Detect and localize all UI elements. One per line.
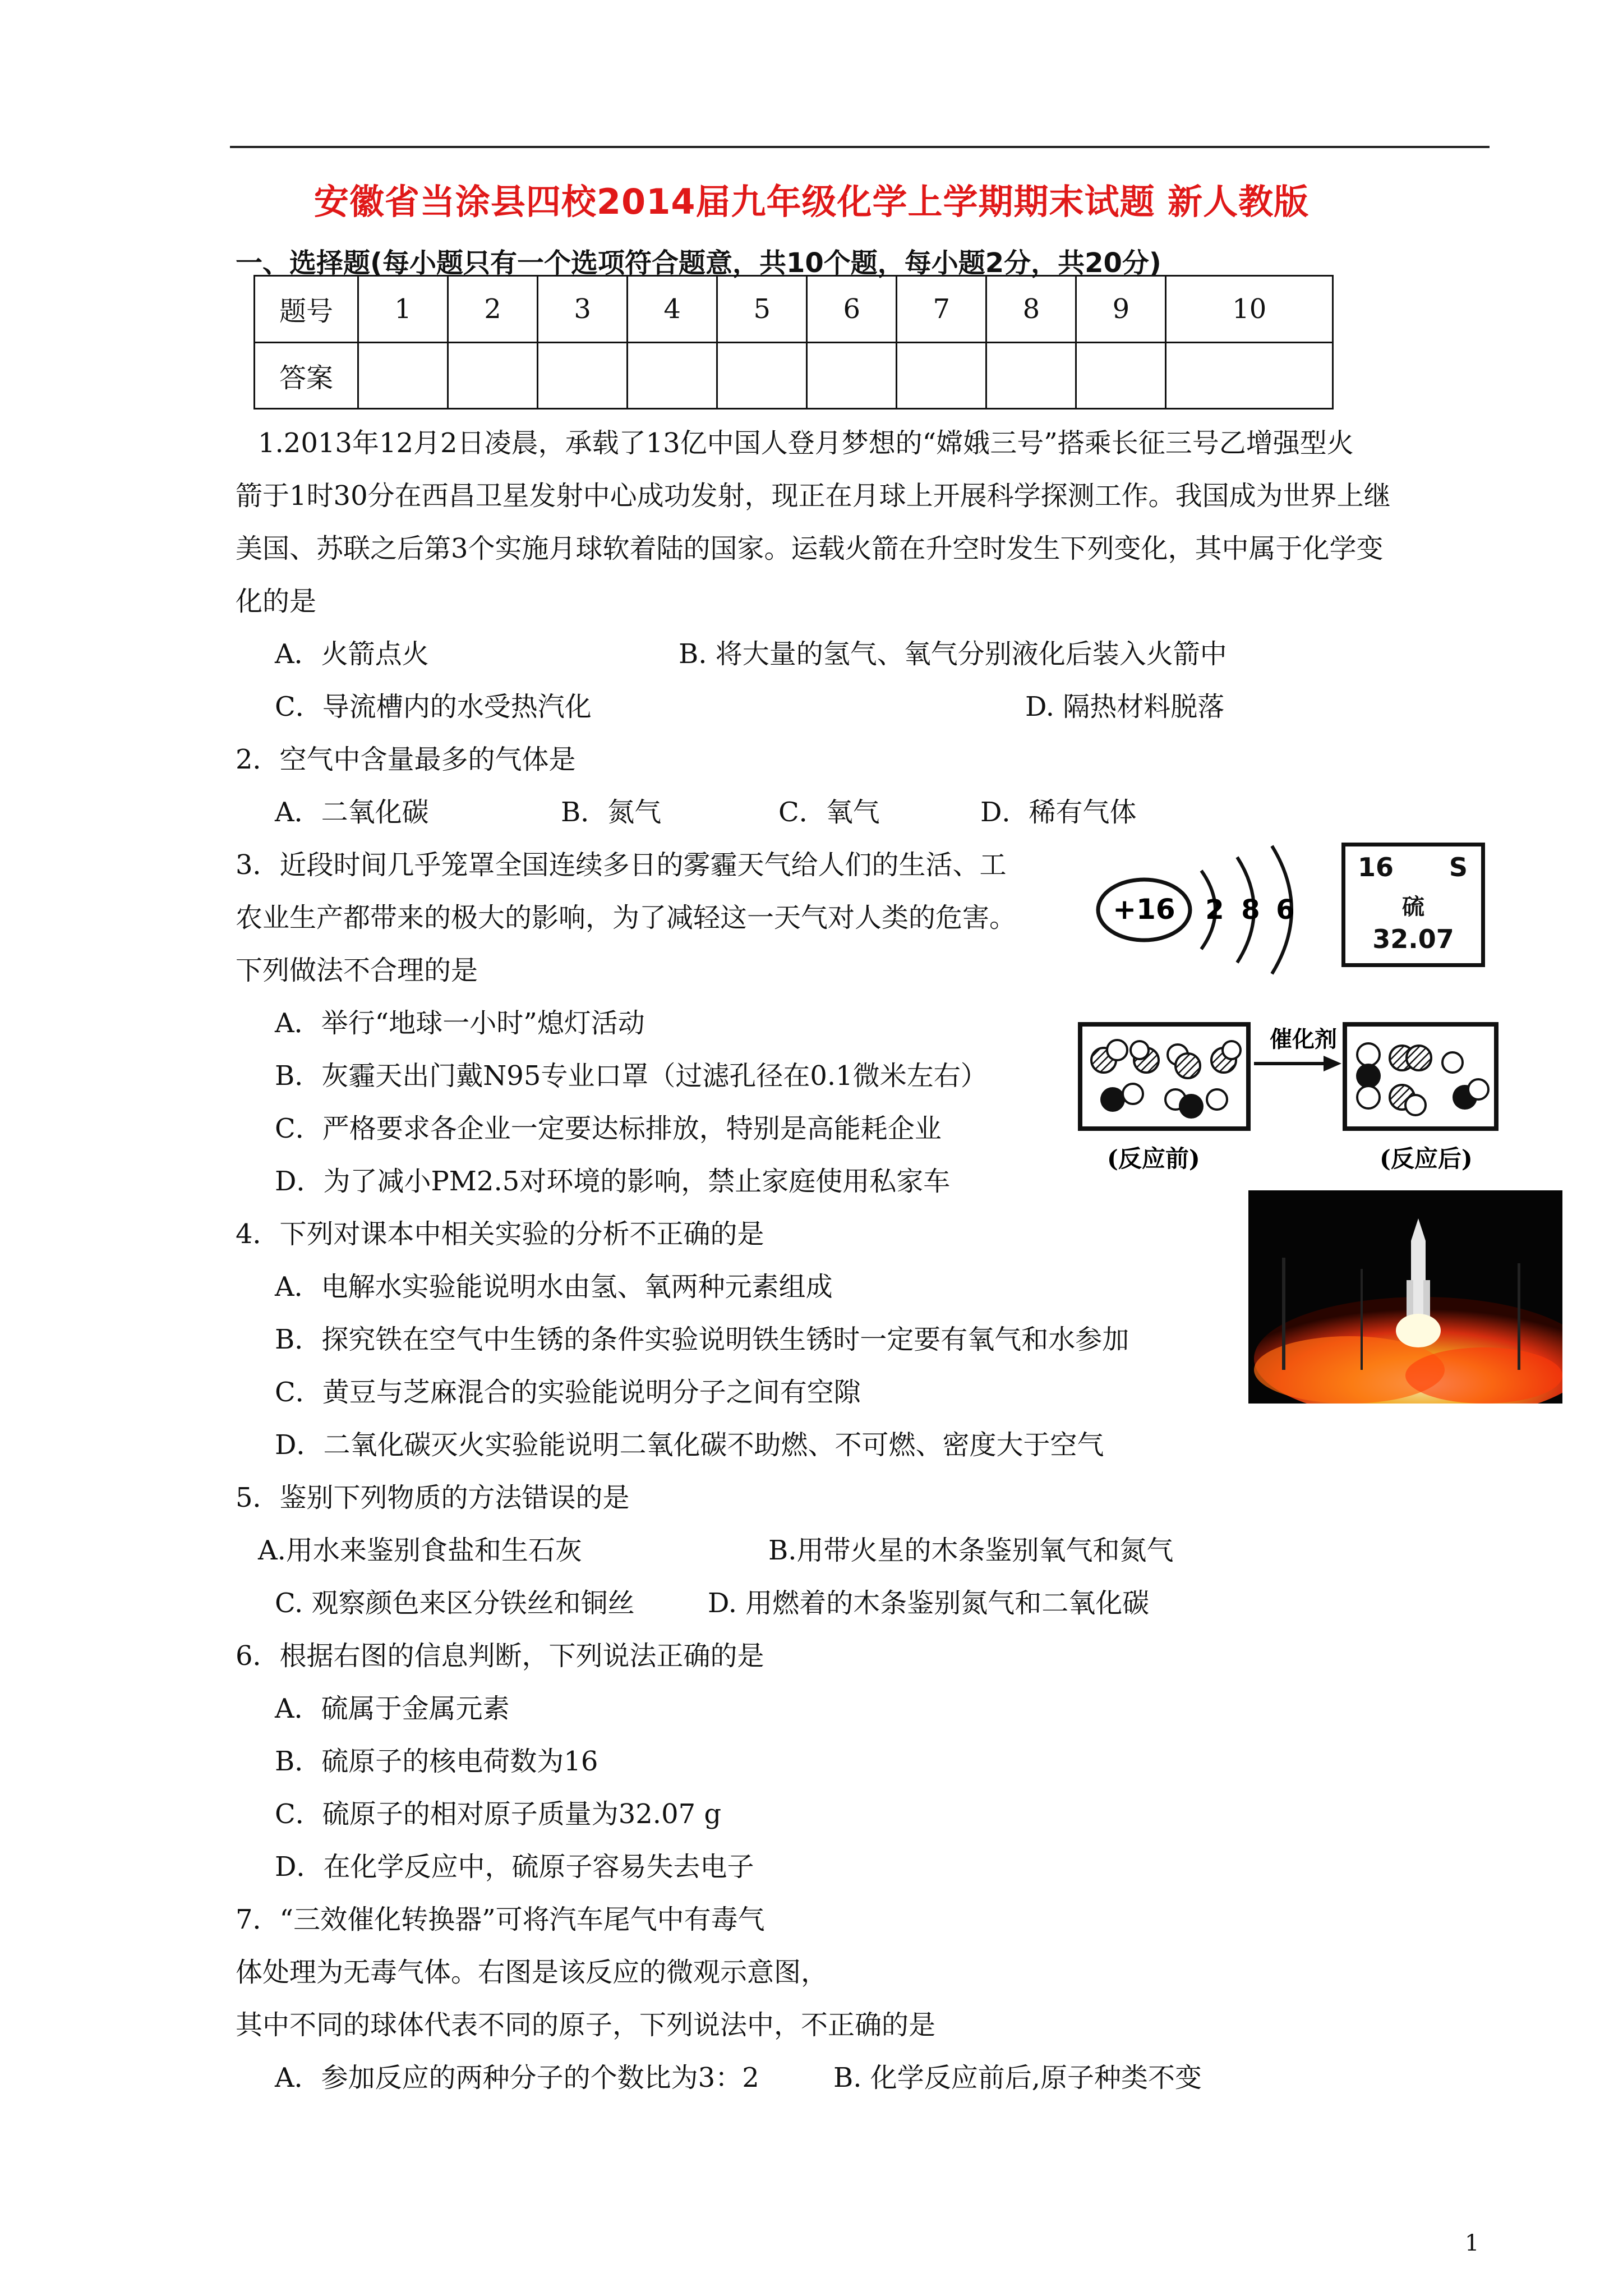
shell-count: 6 [1276, 894, 1295, 926]
element-card [1341, 843, 1485, 967]
table-cell: 1 [358, 276, 448, 343]
q1-option-b: B. 将大量的氢气、氧气分别液化后装入火箭中 [679, 638, 1227, 670]
q3-option-a: A．举行“地球一小时”熄灯活动 [275, 1007, 645, 1039]
answer-cell[interactable] [1166, 342, 1333, 409]
q7-line: 其中不同的球体代表不同的原子，下列说法中，不正确的是 [236, 2009, 936, 2041]
shell-count: 8 [1241, 894, 1260, 926]
q6-stem: 6．根据右图的信息判断，下列说法正确的是 [236, 1640, 764, 1672]
table-cell: 答案 [255, 342, 358, 409]
q5-option-b: B.用带火星的木条鉴别氧气和氮气 [768, 1535, 1174, 1566]
q2-option-a: A．二氧化碳 [275, 797, 429, 828]
q2-option-c: C．氧气 [778, 797, 880, 828]
before-molecules [1091, 1040, 1241, 1119]
table-cell: 5 [717, 276, 807, 343]
table-cell: 8 [986, 276, 1076, 343]
table-cell: 4 [628, 276, 717, 343]
q2-stem: 2．空气中含量最多的气体是 [236, 744, 576, 775]
q2-option-d: D．稀有气体 [980, 797, 1137, 828]
section-heading: 一、选择题(每小题只有一个选项符合题意，共10个题，每小题2分，共20分) [236, 247, 1161, 279]
table-cell: 2 [448, 276, 538, 343]
element-mass: 32.07 [1372, 924, 1454, 954]
table-cell: 题号 [255, 276, 358, 343]
q1-line: 化的是 [236, 586, 317, 617]
reaction-arrow-head [1324, 1056, 1341, 1071]
q1-option-c: C．导流槽内的水受热汽化 [275, 691, 592, 723]
q4-option-a: A．电解水实验能说明水由氢、氧两种元素组成 [275, 1271, 833, 1303]
q3-line: 下列做法不合理的是 [236, 955, 478, 986]
answer-table [253, 275, 1334, 409]
q1-line: 美国、苏联之后第3个实施月球软着陆的国家。运载火箭在升空时发生下列变化，其中属于化学变 [236, 533, 1384, 564]
answer-cell[interactable] [986, 342, 1076, 409]
answer-cell[interactable] [448, 342, 538, 409]
q5-option-c: C. 观察颜色来区分铁丝和铜丝 [275, 1588, 635, 1619]
q3-line: 农业生产都带来的极大的影响，为了减轻这一天气对人类的危害。 [236, 902, 1017, 933]
header-rule [230, 146, 1490, 148]
q1-option-d: D. 隔热材料脱落 [1025, 691, 1225, 723]
table-cell: 3 [538, 276, 628, 343]
before-box [1080, 1024, 1248, 1129]
q5-stem: 5．鉴别下列物质的方法错误的是 [236, 1482, 630, 1513]
q6-option-d: D．在化学反应中，硫原子容易失去电子 [275, 1851, 754, 1883]
catalyst-label: 催化剂 [1270, 1026, 1337, 1052]
q7-line: 体处理为无毒气体。右图是该反应的微观示意图， [236, 1957, 828, 1988]
answer-cell[interactable] [628, 342, 717, 409]
before-label: (反应前) [1107, 1145, 1200, 1172]
q7-option-a: A．参加反应的两种分子的个数比为3：2 [275, 2062, 759, 2093]
q5-option-d: D. 用燃着的木条鉴别氮气和二氧化碳 [708, 1588, 1150, 1619]
q4-option-d: D．二氧化碳灭火实验能说明二氧化碳不助燃、不可燃、密度大于空气 [275, 1429, 1104, 1461]
q3-option-d: D．为了减小PM2.5对环境的影响，禁止家庭使用私家车 [275, 1166, 951, 1197]
q6-option-a: A．硫属于金属元素 [275, 1693, 510, 1724]
atom-structure-diagram [1082, 841, 1329, 976]
q1-line: 1.2013年12月2日凌晨，承载了13亿中国人登月梦想的“嫦娥三号”搭乘长征三号乙增强型火 [258, 427, 1354, 459]
after-label: (反应后) [1380, 1145, 1473, 1172]
q4-stem: 4．下列对课本中相关实验的分析不正确的是 [236, 1218, 764, 1250]
q1-option-a: A．火箭点火 [275, 638, 429, 670]
answer-cell[interactable] [717, 342, 807, 409]
after-molecules [1356, 1043, 1488, 1115]
element-number: 16 [1358, 852, 1394, 882]
table-cell: 6 [807, 276, 897, 343]
answer-cell[interactable] [807, 342, 897, 409]
answer-cell[interactable] [358, 342, 448, 409]
nucleus-label: +16 [1113, 893, 1175, 926]
answer-cell[interactable] [1076, 342, 1166, 409]
q7-line: 7．“三效催化转换器”可将汽车尾气中有毒气 [236, 1904, 765, 1935]
q3-line: 3．近段时间几乎笼罩全国连续多日的雾霾天气给人们的生活、工 [236, 849, 1007, 881]
table-row [255, 276, 1333, 343]
q4-option-c: C．黄豆与芝麻混合的实验能说明分子之间有空隙 [275, 1377, 861, 1408]
answer-cell[interactable] [538, 342, 628, 409]
q4-option-b: B．探究铁在空气中生锈的条件实验说明铁生锈时一定要有氧气和水参加 [275, 1324, 1129, 1355]
table-cell: 7 [897, 276, 986, 343]
element-name: 硫 [1402, 894, 1424, 920]
shell-count: 2 [1205, 894, 1224, 926]
q2-option-b: B．氮气 [561, 797, 662, 828]
element-symbol: S [1449, 852, 1468, 882]
rocket-launch-photo [1248, 1190, 1562, 1404]
table-cell: 9 [1076, 276, 1166, 343]
table-cell: 10 [1166, 276, 1333, 343]
page-title: 安徽省当涂县四校2014届九年级化学上学期期末试题 新人教版 [313, 181, 1310, 222]
answer-cell[interactable] [897, 342, 986, 409]
q3-option-c: C．严格要求各企业一定要达标排放，特别是高能耗企业 [275, 1113, 942, 1144]
reaction-diagram [1077, 1015, 1503, 1178]
q1-line: 箭于1时30分在西昌卫星发射中心成功发射，现正在月球上开展科学探测工作。我国成为世界上继 [236, 480, 1391, 512]
q7-option-b: B. 化学反应前后,原子种类不变 [833, 2062, 1202, 2093]
page-number: 1 [1465, 2230, 1479, 2256]
q6-option-b: B．硫原子的核电荷数为16 [275, 1746, 598, 1777]
q5-option-a: A.用水来鉴别食盐和生石灰 [258, 1535, 582, 1566]
table-row [255, 342, 1333, 409]
q3-option-b: B．灰霾天出门戴N95专业口罩（过滤孔径在0.1微米左右） [275, 1060, 988, 1092]
q6-option-c: C．硫原子的相对原子质量为32.07 g [275, 1798, 722, 1830]
